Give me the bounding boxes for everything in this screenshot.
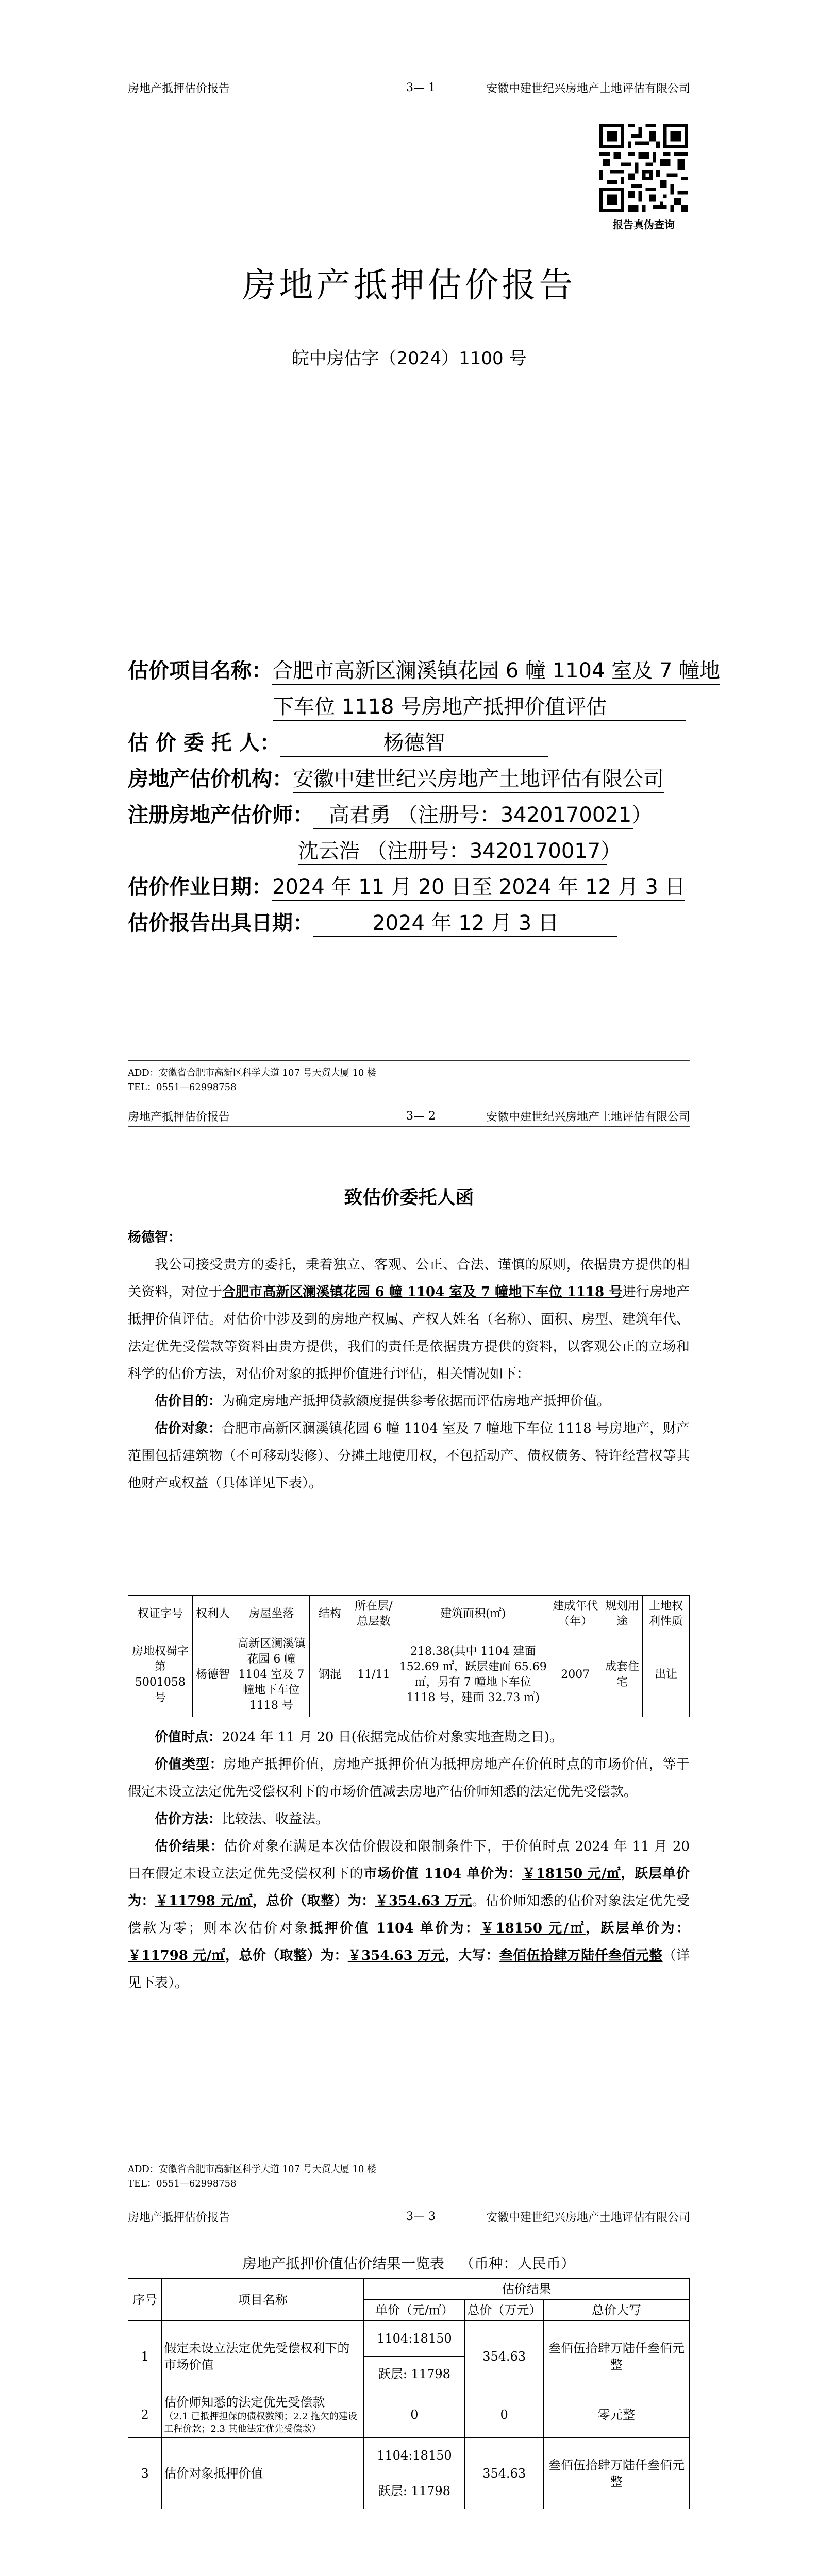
- header-no: 序号: [128, 2279, 162, 2321]
- table-header-cell: 建筑面积(㎡): [397, 1596, 549, 1633]
- footer-tel: TEL：0551—62998758: [128, 2178, 237, 2189]
- agency-value: 安徽中建世纪兴房地产土地评估有限公司: [293, 762, 664, 793]
- page-header: [128, 1106, 690, 1127]
- letter-body-2: [128, 1724, 690, 1997]
- header-item: 项目名称: [162, 2279, 364, 2321]
- cell-total: 0: [465, 2392, 543, 2438]
- table-row: [128, 2392, 690, 2438]
- project-row-2: [273, 690, 686, 721]
- method-para: 估价方法：比较法、收益法。: [155, 1811, 329, 1827]
- table-cell: 出让: [643, 1633, 690, 1717]
- qr-caption: 报告真伪查询: [613, 218, 675, 231]
- table-header-row: [128, 2279, 690, 2300]
- appraiser-row-2: [298, 835, 622, 865]
- result-para: 估价结果：估价对象在满足本次估价假设和限制条件下，于价值时点 2024 年 11 月 20 日在假定未设立法定优先受偿权利下的市场价值 1104 单价为：￥18150 元/㎡，跃层单价为：￥11798 元/㎡，总价（取整）为：￥354.63 万元。估价师知悉的估价对象法定优先受偿款为零；则本次估价对象抵押价值 1104 单价为：￥18150 元/㎡，跃层单价为：￥11798 元/㎡，总价（取整）为：￥354.63 万元，大写：叁佰伍拾肆万陆仟叁佰元整（详见下表）。: [128, 1839, 690, 1991]
- header-page-number: 3— 3: [406, 2210, 436, 2223]
- header-right: 安徽中建世纪兴房地产土地评估有限公司: [486, 1110, 690, 1124]
- page-header: [128, 77, 690, 98]
- cell-item: 估价对象抵押价值: [162, 2438, 364, 2509]
- table-header-cell: 所在层/总层数: [350, 1596, 397, 1633]
- cell-total: 354.63: [465, 2321, 543, 2392]
- cell-no: 3: [128, 2438, 162, 2509]
- table-row: [128, 2438, 690, 2473]
- project-value-line2: 下车位 1118 号房地产抵押价值评估: [273, 690, 686, 721]
- table-cell: 高新区澜溪镇花园 6 幢 1104 室及 7 幢地下车位 1118 号: [233, 1633, 309, 1717]
- client-row: [128, 726, 548, 757]
- project-row: [128, 654, 720, 685]
- page-footer: [128, 1060, 690, 1095]
- cell-upper: 叁佰伍拾肆万陆仟叁佰元整: [543, 2321, 689, 2392]
- cell-upper: 叁佰伍拾肆万陆仟叁佰元整: [543, 2438, 689, 2509]
- table-header-cell: 建成年代（年）: [549, 1596, 602, 1633]
- table-cell: 成套住宅: [602, 1633, 642, 1717]
- header-left: 房地产抵押估价报告: [128, 1110, 230, 1124]
- page-2: [0, 1100, 818, 2201]
- table-cell: 房地权蜀字第5001058号: [128, 1633, 193, 1717]
- cell-upper: 零元整: [543, 2392, 689, 2438]
- footer-address: ADD：安徽省合肥市高新区科学大道 107 号天贸大厦 10 楼: [128, 1067, 377, 1078]
- appraiser-label: 注册房地产估价师：: [128, 803, 313, 827]
- cell-unit: 1104:18150: [364, 2438, 465, 2473]
- header-unit: 单价（元/㎡）: [364, 2300, 465, 2321]
- agency-row: [128, 762, 664, 793]
- table-header-cell: 房屋坐落: [233, 1596, 309, 1633]
- header-page-number: 3— 2: [406, 1109, 436, 1123]
- cell-unit: 1104:18150: [364, 2321, 465, 2357]
- report-number: 皖中房估字（2024）1100 号: [291, 348, 527, 369]
- work-date-row: [128, 871, 685, 901]
- value-type-para: 价值类型：房地产抵押价值，房地产抵押价值为抵押房地产在价值时点的市场价值，等于假定未设立法定优先受偿权利下的市场价值减去房地产估价师知悉的法定优先受偿款。: [128, 1757, 690, 1800]
- footer-address: ADD：安徽省合肥市高新区科学大道 107 号天贸大厦 10 楼: [128, 2164, 377, 2175]
- appraiser-2: 沈云浩 （注册号：3420170017）: [298, 835, 607, 865]
- work-date-label: 估价作业日期：: [128, 875, 272, 899]
- page-header: [128, 2206, 690, 2227]
- cell-unit: 跃层: 11798: [364, 2473, 465, 2509]
- page-3: [0, 2201, 818, 2576]
- work-date-value: 2024 年 11 月 20 日至 2024 年 12 月 3 日: [272, 871, 685, 901]
- report-title: 房地产抵押估价报告: [242, 265, 576, 305]
- footer-tel: TEL：0551—62998758: [128, 1082, 237, 1093]
- header-page-number: 3— 1: [406, 81, 436, 94]
- header-left: 房地产抵押估价报告: [128, 2211, 230, 2224]
- table-cell: 杨德智: [192, 1633, 233, 1717]
- client-value: 杨德智: [280, 726, 548, 757]
- object-para: 估价对象：合肥市高新区澜溪镇花园 6 幢 1104 室及 7 幢地下车位 1118 号房地产，财产范围包括建筑物（不可移动装修）、分摊土地使用权，不包括动产、债权债务、特许经营权等其他财产或权益（具体详见下表）。: [128, 1421, 690, 1491]
- table-cell: 218.38(其中 1104 建面 152.69 ㎡，跃层建面 65.69 ㎡，另有 7 幢地下车位 1118 号，建面 32.73 ㎡): [397, 1633, 549, 1717]
- header-result: 估价结果: [364, 2279, 690, 2300]
- table-header-row: [128, 1596, 690, 1633]
- cell-unit: 0: [364, 2392, 465, 2438]
- result-table-caption: 房地产抵押价值估价结果一览表 （币种：人民币）: [242, 2255, 576, 2272]
- header-left: 房地产抵押估价报告: [128, 82, 230, 95]
- page-1: [0, 0, 818, 1100]
- cell-total: 354.63: [465, 2438, 543, 2509]
- salutation: 杨德智：: [128, 1230, 182, 1245]
- letter-title: 致估价委托人函: [344, 1187, 474, 1208]
- table-header-cell: 权证字号: [128, 1596, 193, 1633]
- purpose-para: 估价目的：为确定房地产抵押贷款额度提供参考依据而评估房地产抵押价值。: [155, 1394, 611, 1409]
- table-cell: 钢混: [309, 1633, 350, 1717]
- page-footer: [128, 2157, 690, 2191]
- appraiser-1: 高君勇 （注册号：3420170021）: [313, 799, 633, 829]
- table-header-cell: 土地权利性质: [643, 1596, 690, 1633]
- table-header-cell: 结构: [309, 1596, 350, 1633]
- issue-date-row: [128, 907, 617, 937]
- issue-date-value: 2024 年 12 月 3 日: [313, 907, 617, 937]
- cell-item: 估价师知悉的法定优先受偿款 （2.1 已抵押担保的债权数额；2.2 拖欠的建设工程价款；2.3 其他法定优先受偿款）: [162, 2392, 364, 2438]
- appraiser-row: [128, 799, 653, 829]
- table-row: [128, 1633, 690, 1717]
- table-cell: 2007: [549, 1633, 602, 1717]
- qr-code[interactable]: [597, 124, 690, 231]
- letter-para-1: 我公司接受贵方的委托，秉着独立、客观、公正、合法、谨慎的原则，依据贵方提供的相关资料，对位于合肥市高新区澜溪镇花园 6 幢 1104 室及 7 幢地下车位 1118 号进行房地产抵押价值评估。对估价中涉及到的房地产权属、产权人姓名（名称）、面积、房型、建筑年代、法定优先受偿款等资料由贵方提供，我们的责任是依据贵方提供的资料，以客观公正的立场和科学的估价方法，对估价对象的抵押价值进行评估，相关情况如下：: [128, 1257, 690, 1382]
- header-total: 总价（万元）: [465, 2300, 543, 2321]
- table-header-cell: 权利人: [192, 1596, 233, 1633]
- agency-label: 房地产估价机构：: [128, 767, 293, 791]
- property-table: [128, 1595, 690, 1717]
- table-cell: 11/11: [350, 1633, 397, 1717]
- cell-no: 2: [128, 2392, 162, 2438]
- project-value-line1: 合肥市高新区澜溪镇花园 6 幢 1104 室及 7 幢地: [272, 654, 720, 685]
- project-label: 估价项目名称：: [128, 659, 272, 683]
- cell-no: 1: [128, 2321, 162, 2392]
- letter-body: [128, 1224, 690, 1497]
- cell-unit: 跃层: 11798: [364, 2357, 465, 2392]
- result-table: [128, 2278, 690, 2509]
- qr-code-icon: [599, 124, 688, 212]
- cell-item: 假定未设立法定优先受偿权利下的市场价值: [162, 2321, 364, 2392]
- issue-date-label: 估价报告出具日期：: [128, 911, 313, 935]
- value-date-para: 价值时点：2024 年 11 月 20 日(依据完成估价对象实地查勘之日)。: [155, 1730, 563, 1745]
- header-upper: 总价大写: [543, 2300, 689, 2321]
- table-row: [128, 2321, 690, 2357]
- header-right: 安徽中建世纪兴房地产土地评估有限公司: [486, 2211, 690, 2224]
- table-header-cell: 规划用途: [602, 1596, 642, 1633]
- header-right: 安徽中建世纪兴房地产土地评估有限公司: [486, 82, 690, 95]
- client-label: 估 价 委 托 人：: [128, 731, 280, 755]
